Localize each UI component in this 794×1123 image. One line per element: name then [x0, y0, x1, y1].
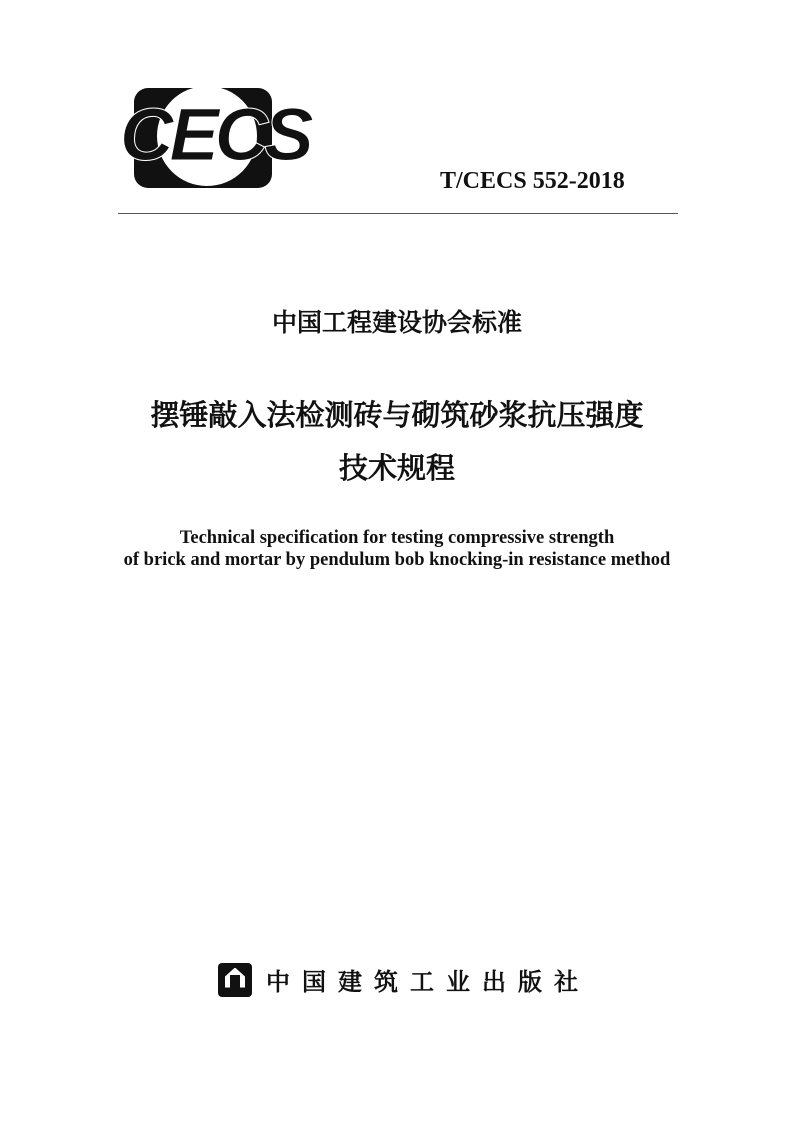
publisher-name: 中国建筑工业出版社 — [266, 967, 590, 996]
title-cn-line1: 摆锤敲入法检测砖与砌筑砂浆抗压强度 — [150, 398, 644, 432]
cecs-logo — [120, 86, 310, 190]
header-divider — [118, 213, 678, 214]
logo-text: CECS — [120, 93, 310, 176]
title-en-line2: of brick and mortar by pendulum bob knocking-in resistance method — [123, 550, 671, 570]
standard-code: T/CECS 552-2018 — [440, 168, 625, 194]
association-label: 中国工程建设协会标准 — [271, 308, 522, 337]
publisher-logo-icon — [218, 963, 252, 997]
publisher — [218, 962, 590, 997]
title-cn-line2: 技术规程 — [338, 451, 455, 485]
title-en-line1: Technical specification for testing compressive strength — [179, 528, 615, 548]
